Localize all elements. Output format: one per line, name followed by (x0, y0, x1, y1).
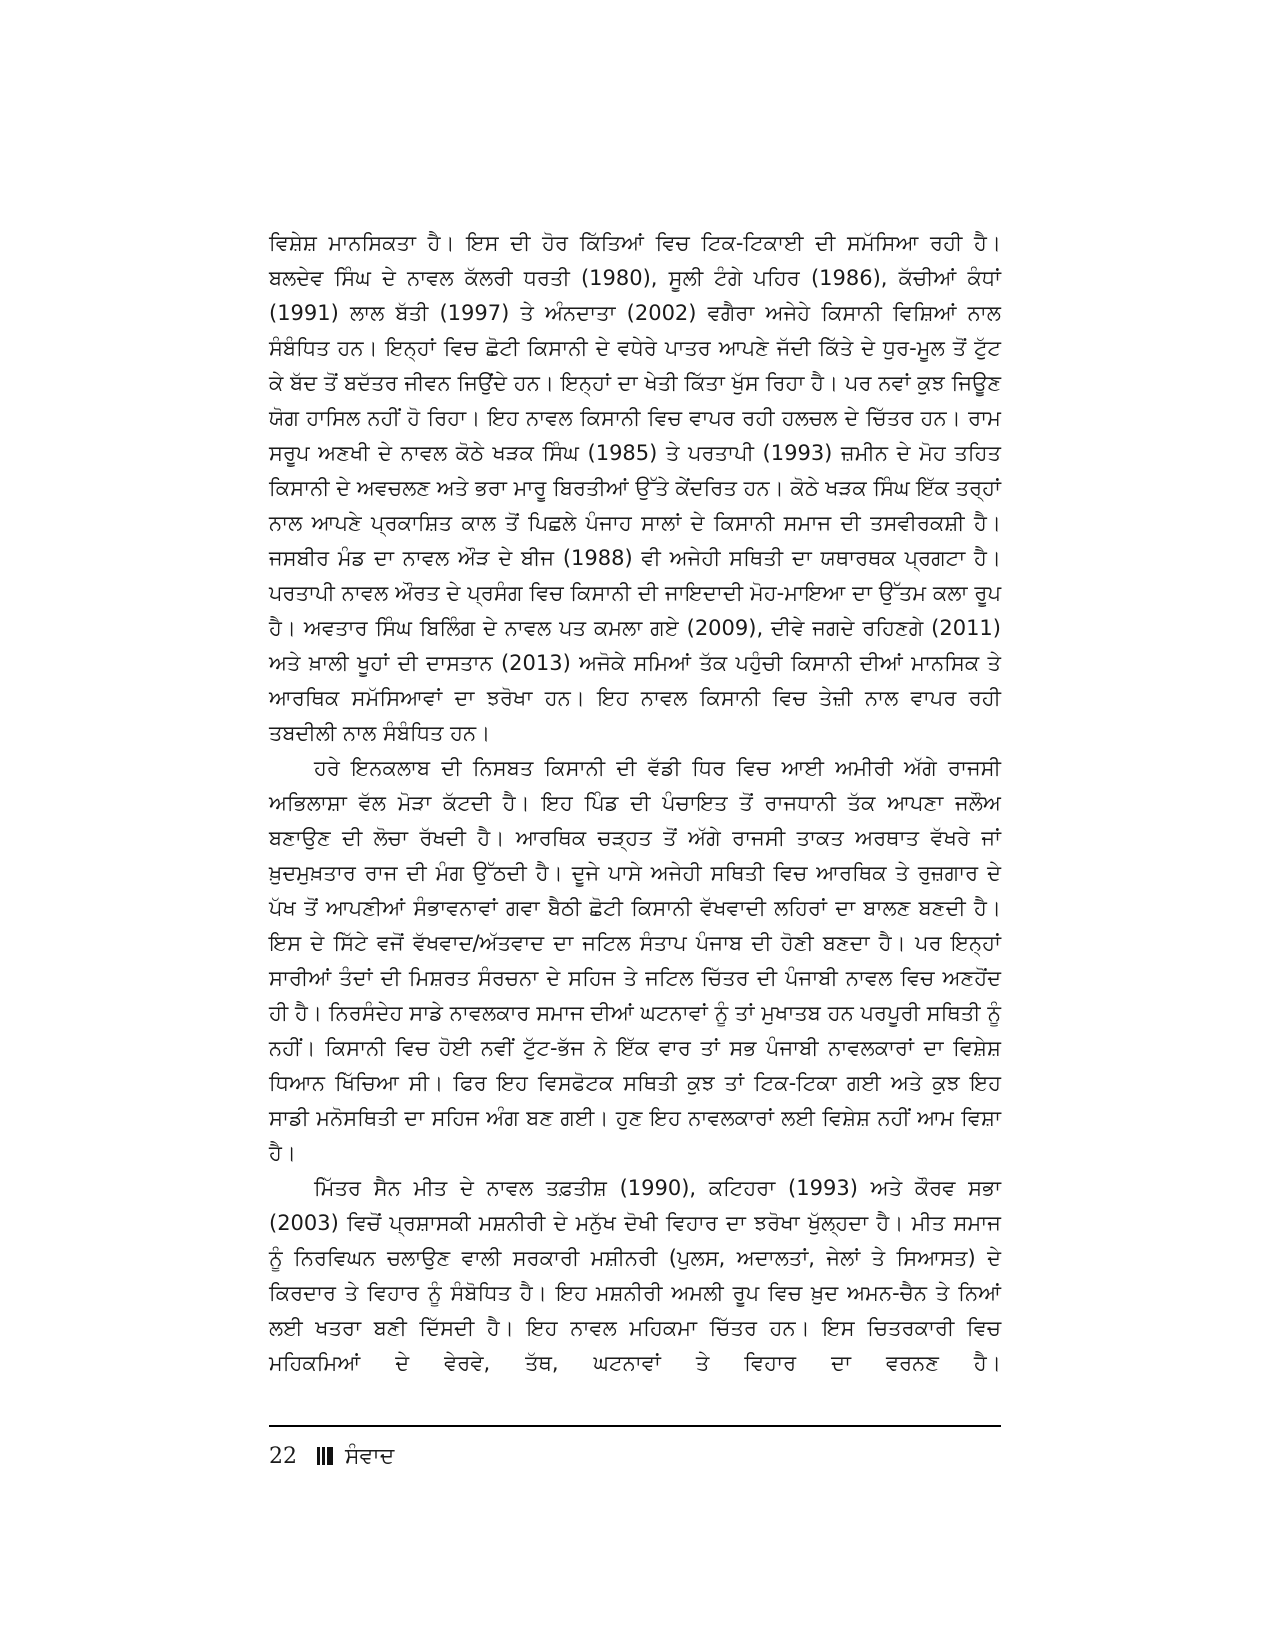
body-text (269, 226, 1001, 1381)
bars-ornament-icon (317, 1447, 333, 1465)
paragraph-1: ਵਿਸ਼ੇਸ਼ ਮਾਨਸਿਕਤਾ ਹੈ। ਇਸ ਦੀ ਹੋਰ ਕਿੱਤਿਆਂ ਵਿਚ ਟਿਕ-ਟਿਕਾਈ ਦੀ ਸਮੱਸਿਆ ਰਹੀ ਹੈ। ਬਲਦੇਵ ਸਿੰਘ ਦੇ ਨਾਵਲ ਕੱਲਰੀ ਧਰਤੀ (1980), ਸੂਲੀ ਟੰਗੇ ਪਹਿਰ (1986), ਕੱਚੀਆਂ ਕੰਧਾਂ (1991) ਲਾਲ ਬੱਤੀ (1997) ਤੇ ਅੰਨਦਾਤਾ (2002) ਵਗੈਰਾ ਅਜੇਹੇ ਕਿਸਾਨੀ ਵਿਸ਼ਿਆਂ ਨਾਲ ਸੰਬੰਧਿਤ ਹਨ। ਇਨ੍ਹਾਂ ਵਿਚ ਛੋਟੀ ਕਿਸਾਨੀ ਦੇ ਵਧੇਰੇ ਪਾਤਰ ਆਪਣੇ ਜੱਦੀ ਕਿੱਤੇ ਦੇ ਧੁਰ-ਮੂਲ ਤੋਂ ਟੁੱਟ ਕੇ ਬੱਦ ਤੋਂ ਬਦੱਤਰ ਜੀਵਨ ਜਿਉਂਦੇ ਹਨ। ਇਨ੍ਹਾਂ ਦਾ ਖੇਤੀ ਕਿੱਤਾ ਖੁੱਸ ਰਿਹਾ ਹੈ। ਪਰ ਨਵਾਂ ਕੁਝ ਜਿਊਣ ਯੋਗ ਹਾਸਿਲ ਨਹੀਂ ਹੋ ਰਿਹਾ। ਇਹ ਨਾਵਲ ਕਿਸਾਨੀ ਵਿਚ ਵਾਪਰ ਰਹੀ ਹਲਚਲ ਦੇ ਚਿੱਤਰ ਹਨ। ਰਾਮ ਸਰੂਪ ਅਣਖੀ ਦੇ ਨਾਵਲ ਕੋਠੇ ਖੜਕ ਸਿੰਘ (1985) ਤੇ ਪਰਤਾਪੀ (1993) ਜ਼ਮੀਨ ਦੇ ਮੋਹ ਤਹਿਤ ਕਿਸਾਨੀ ਦੇ ਅਵਚਲਣ ਅਤੇ ਭਰਾ ਮਾਰੂ ਬਿਰਤੀਆਂ ਉੱਤੇ ਕੇਂਦਰਿਤ ਹਨ। ਕੋਠੇ ਖੜਕ ਸਿੰਘ ਇੱਕ ਤਰ੍ਹਾਂ ਨਾਲ ਆਪਣੇ ਪ੍ਰਕਾਸ਼ਿਤ ਕਾਲ ਤੋਂ ਪਿਛਲੇ ਪੰਜਾਹ ਸਾਲਾਂ ਦੇ ਕਿਸਾਨੀ ਸਮਾਜ ਦੀ ਤਸਵੀਰਕਸ਼ੀ ਹੈ। ਜਸਬੀਰ ਮੰਡ ਦਾ ਨਾਵਲ ਔੜ ਦੇ ਬੀਜ (1988) ਵੀ ਅਜੇਹੀ ਸਥਿਤੀ ਦਾ ਯਥਾਰਥਕ ਪ੍ਰਗਟਾ ਹੈ। ਪਰਤਾਪੀ ਨਾਵਲ ਔਰਤ ਦੇ ਪ੍ਰਸੰਗ ਵਿਚ ਕਿਸਾਨੀ ਦੀ ਜਾਇਦਾਦੀ ਮੋਹ-ਮਾਇਆ ਦਾ ਉੱਤਮ ਕਲਾ ਰੂਪ ਹੈ। ਅਵਤਾਰ ਸਿੰਘ ਬਿਲਿੰਗ ਦੇ ਨਾਵਲ ਪਤ ਕਮਲਾ ਗਏ (2009), ਦੀਵੇ ਜਗਦੇ ਰਹਿਣਗੇ (2011) ਅਤੇ ਖ਼ਾਲੀ ਖੂਹਾਂ ਦੀ ਦਾਸਤਾਨ (2013) ਅਜੋਕੇ ਸਮਿਆਂ ਤੱਕ ਪਹੁੰਚੀ ਕਿਸਾਨੀ ਦੀਆਂ ਮਾਨਸਿਕ ਤੇ ਆਰਥਿਕ ਸਮੱਸਿਆਵਾਂ ਦਾ ਝਰੋਖਾ ਹਨ। ਇਹ ਨਾਵਲ ਕਿਸਾਨੀ ਵਿਚ ਤੇਜ਼ੀ ਨਾਲ ਵਾਪਰ ਰਹੀ ਤਬਦੀਲੀ ਨਾਲ ਸੰਬੰਧਿਤ ਹਨ। (269, 231, 1001, 745)
page-number: 22 (269, 1443, 297, 1469)
running-title: ਸੰਵਾਦ (345, 1443, 395, 1469)
paragraph-2: ਹਰੇ ਇਨਕਲਾਬ ਦੀ ਨਿਸਬਤ ਕਿਸਾਨੀ ਦੀ ਵੱਡੀ ਧਿਰ ਵਿਚ ਆਈ ਅਮੀਰੀ ਅੱਗੇ ਰਾਜਸੀ ਅਭਿਲਾਸ਼ਾ ਵੱਲ ਮੋੜਾ ਕੱਟਦੀ ਹੈ। ਇਹ ਪਿੰਡ ਦੀ ਪੰਚਾਇਤ ਤੋਂ ਰਾਜਧਾਨੀ ਤੱਕ ਆਪਣਾ ਜਲੌਅ ਬਣਾਉਣ ਦੀ ਲੋਚਾ ਰੱਖਦੀ ਹੈ। ਆਰਥਿਕ ਚੜ੍ਹਤ ਤੋਂ ਅੱਗੇ ਰਾਜਸੀ ਤਾਕਤ ਅਰਥਾਤ ਵੱਖਰੇ ਜਾਂ ਖ਼ੁਦਮੁਖ਼ਤਾਰ ਰਾਜ ਦੀ ਮੰਗ ਉੱਠਦੀ ਹੈ। ਦੂਜੇ ਪਾਸੇ ਅਜੇਹੀ ਸਥਿਤੀ ਵਿਚ ਆਰਥਿਕ ਤੇ ਰੁਜ਼ਗਾਰ ਦੇ ਪੱਖ ਤੋਂ ਆਪਣੀਆਂ ਸੰਭਾਵਨਾਵਾਂ ਗਵਾ ਬੈਠੀ ਛੋਟੀ ਕਿਸਾਨੀ ਵੱਖਵਾਦੀ ਲਹਿਰਾਂ ਦਾ ਬਾਲਣ ਬਣਦੀ ਹੈ। ਇਸ ਦੇ ਸਿੱਟੇ ਵਜੋਂ ਵੱਖਵਾਦ/ਅੱਤਵਾਦ ਦਾ ਜਟਿਲ ਸੰਤਾਪ ਪੰਜਾਬ ਦੀ ਹੋਣੀ ਬਣਦਾ ਹੈ। ਪਰ ਇਨ੍ਹਾਂ ਸਾਰੀਆਂ ਤੰਦਾਂ ਦੀ ਮਿਸ਼ਰਤ ਸੰਰਚਨਾ ਦੇ ਸਹਿਜ ਤੇ ਜਟਿਲ ਚਿੱਤਰ ਦੀ ਪੰਜਾਬੀ ਨਾਵਲ ਵਿਚ ਅਣਹੋਂਦ ਹੀ ਹੈ। ਨਿਰਸੰਦੇਹ ਸਾਡੇ ਨਾਵਲਕਾਰ ਸਮਾਜ ਦੀਆਂ ਘਟਨਾਵਾਂ ਨੂੰ ਤਾਂ ਮੁਖਾਤਬ ਹਨ ਪਰਪੂਰੀ ਸਥਿਤੀ ਨੂੰ ਨਹੀਂ। ਕਿਸਾਨੀ ਵਿਚ ਹੋਈ ਨਵੀਂ ਟੁੱਟ-ਭੱਜ ਨੇ ਇੱਕ ਵਾਰ ਤਾਂ ਸਭ ਪੰਜਾਬੀ ਨਾਵਲਕਾਰਾਂ ਦਾ ਵਿਸ਼ੇਸ਼ ਧਿਆਨ ਖਿੱਚਿਆ ਸੀ। ਫਿਰ ਇਹ ਵਿਸਫੋਟਕ ਸਥਿਤੀ ਕੁਝ ਤਾਂ ਟਿਕ-ਟਿਕਾ ਗਈ ਅਤੇ ਕੁਝ ਇਹ ਸਾਡੀ ਮਨੋਸਥਿਤੀ ਦਾ ਸਹਿਜ ਅੰਗ ਬਣ ਗਈ। ਹੁਣ ਇਹ ਨਾਵਲਕਾਰਾਂ ਲਈ ਵਿਸ਼ੇਸ਼ ਨਹੀਂ ਆਮ ਵਿਸ਼ਾ ਹੈ। (269, 756, 1001, 1165)
page-footer (269, 1436, 394, 1476)
paragraph-3: ਮਿੱਤਰ ਸੈਨ ਮੀਤ ਦੇ ਨਾਵਲ ਤਫ਼ਤੀਸ਼ (1990), ਕਟਿਹਰਾ (1993) ਅਤੇ ਕੌਰਵ ਸਭਾ (2003) ਵਿਚੋਂ ਪ੍ਰਸ਼ਾਸਕੀ ਮਸ਼ਨੀਰੀ ਦੇ ਮਨੁੱਖ ਦੋਖੀ ਵਿਹਾਰ ਦਾ ਝਰੋਖਾ ਖੁੱਲ੍ਹਦਾ ਹੈ। ਮੀਤ ਸਮਾਜ ਨੂੰ ਨਿਰਵਿਘਨ ਚਲਾਉਣ ਵਾਲੀ ਸਰਕਾਰੀ ਮਸ਼ੀਨਰੀ (ਪੁਲਸ, ਅਦਾਲਤਾਂ, ਜੇਲਾਂ ਤੇ ਸਿਆਸਤ) ਦੇ ਕਿਰਦਾਰ ਤੇ ਵਿਹਾਰ ਨੂੰ ਸੰਬੋਧਿਤ ਹੈ। ਇਹ ਮਸ਼ਨੀਰੀ ਅਮਲੀ ਰੂਪ ਵਿਚ ਖ਼ੁਦ ਅਮਨ-ਚੈਨ ਤੇ ਨਿਆਂ ਲਈ ਖਤਰਾ ਬਣੀ ਦਿੱਸਦੀ ਹੈ। ਇਹ ਨਾਵਲ ਮਹਿਕਮਾ ਚਿੱਤਰ ਹਨ। ਇਸ ਚਿਤਰਕਾਰੀ ਵਿਚ ਮਹਿਕਮਿਆਂ ਦੇ ਵੇਰਵੇ, ਤੱਥ, ਘਟਨਾਵਾਂ ਤੇ ਵਿਹਾਰ ਦਾ ਵਰਨਣ ਹੈ। (269, 1176, 1001, 1375)
footer-rule (269, 1425, 1001, 1427)
